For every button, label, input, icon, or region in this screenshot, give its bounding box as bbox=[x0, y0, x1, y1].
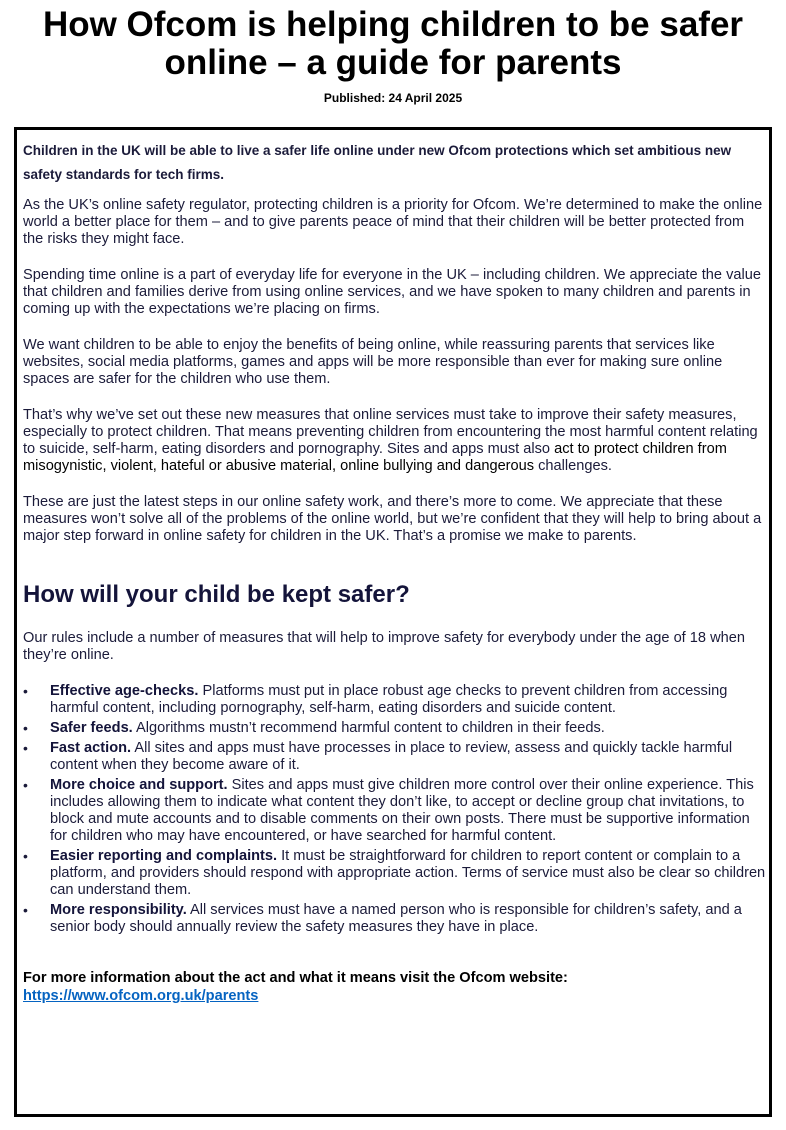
new-measures-text: That’s why we’ve set out these new measures that online services must take to improve their safety measures, especially to protect children. That means preventing children from encountering the most harmful content relating to suicide, self-harm, eating disorders and pornography. Sites and apps must also bbox=[23, 407, 758, 457]
list-item bbox=[23, 740, 767, 774]
measure-title: More responsibility. bbox=[50, 902, 187, 918]
list-item bbox=[23, 848, 767, 899]
paragraph-everyday-life: Spending time online is a part of everyday life for everyone in the UK – including children. We appreciate the value that children and families derive from using online services, and we have spoken to many children and parents in coming up with the expectations we’re placing on firms. bbox=[23, 267, 761, 317]
measure-text: Algorithms mustn’t recommend harmful content to children in their feeds. bbox=[132, 720, 605, 736]
measure-title: Safer feeds. bbox=[50, 720, 133, 736]
new-measures-end: challenges. bbox=[534, 458, 612, 474]
measure-title: More choice and support. bbox=[50, 777, 228, 793]
measures-list bbox=[23, 683, 767, 936]
paragraph-benefits: We want children to be able to enjoy the benefits of being online, while reassuring parents that services like websites, social media platforms, games and apps will be more responsible than ever for making sure online spaces are safer for the children who use them. bbox=[23, 337, 723, 387]
new-measures-emphasis: act to protect children from misogynistic, violent, hateful or abusive material, online bullying and dangerous bbox=[23, 441, 727, 474]
section-heading: How will your child be kept safer? bbox=[23, 581, 410, 608]
bullet-icon: • bbox=[23, 683, 28, 699]
document-title: How Ofcom is helping children to be safer online – a guide for parents bbox=[42, 5, 744, 82]
bullet-icon: • bbox=[23, 777, 28, 793]
bullet-icon: • bbox=[23, 720, 28, 736]
list-item bbox=[23, 777, 767, 845]
more-info-text: For more information about the act and what it means visit the Ofcom website: bbox=[23, 970, 568, 986]
paragraph-latest-steps: These are just the latest steps in our online safety work, and there’s more to come. We appreciate that these measures won’t solve all of the problems of the online world, but we’re confident that they will help to bring about a major step forward in online safety for children in the UK. That’s a promise we make to parents. bbox=[23, 494, 762, 544]
bullet-icon: • bbox=[23, 740, 28, 756]
list-item bbox=[23, 902, 767, 936]
content-body bbox=[23, 139, 767, 1005]
list-item bbox=[23, 683, 767, 717]
measure-title: Easier reporting and complaints. bbox=[50, 848, 278, 864]
paragraph-regulator: As the UK’s online safety regulator, protecting children is a priority for Ofcom. We’re determined to make the online world a better place for them – and to give parents peace of mind that their children will be better protected from the risks they might face. bbox=[23, 197, 763, 247]
intro-statement: Children in the UK will be able to live a safer life online under new Ofcom protections which set ambitious new safety standards for tech firms. bbox=[23, 143, 732, 182]
measure-text: It must be straightforward for children to report content or complain to a platform, and providers should respond with appropriate action. Terms of service must also be clear so children can understand them. bbox=[50, 848, 766, 898]
list-item bbox=[23, 720, 767, 737]
measure-title: Effective age-checks. bbox=[50, 683, 199, 699]
section-intro: Our rules include a number of measures that will help to improve safety for everybody under the age of 18 when they’re online. bbox=[23, 630, 745, 663]
content-box bbox=[14, 127, 772, 1117]
ofcom-parents-link[interactable]: https://www.ofcom.org.uk/parents bbox=[23, 988, 259, 1004]
bullet-icon: • bbox=[23, 902, 28, 918]
paragraph-new-measures bbox=[23, 407, 767, 475]
measure-text: All sites and apps must have processes in place to review, assess and quickly tackle harmful content when they become aware of it. bbox=[50, 740, 733, 773]
measure-text: All services must have a named person who is responsible for children’s safety, and a senior body should annually review the safety measures they have in place. bbox=[50, 902, 742, 935]
measure-text: Platforms must put in place robust age checks to prevent children from accessing harmful content, including pornography, self-harm, eating disorders and suicide content. bbox=[50, 683, 728, 716]
bullet-icon: • bbox=[23, 848, 28, 864]
measure-title: Fast action. bbox=[50, 740, 132, 756]
measure-text: Sites and apps must give children more control over their online experience. This includes allowing them to indicate what content they don’t like, to accept or decline group chat invitations, to block and mute accounts and to disable comments on their own posts. There must be supportive information for children who may have encountered, or have searched for harmful content. bbox=[50, 777, 754, 844]
published-date: Published: 24 April 2025 bbox=[323, 91, 463, 105]
